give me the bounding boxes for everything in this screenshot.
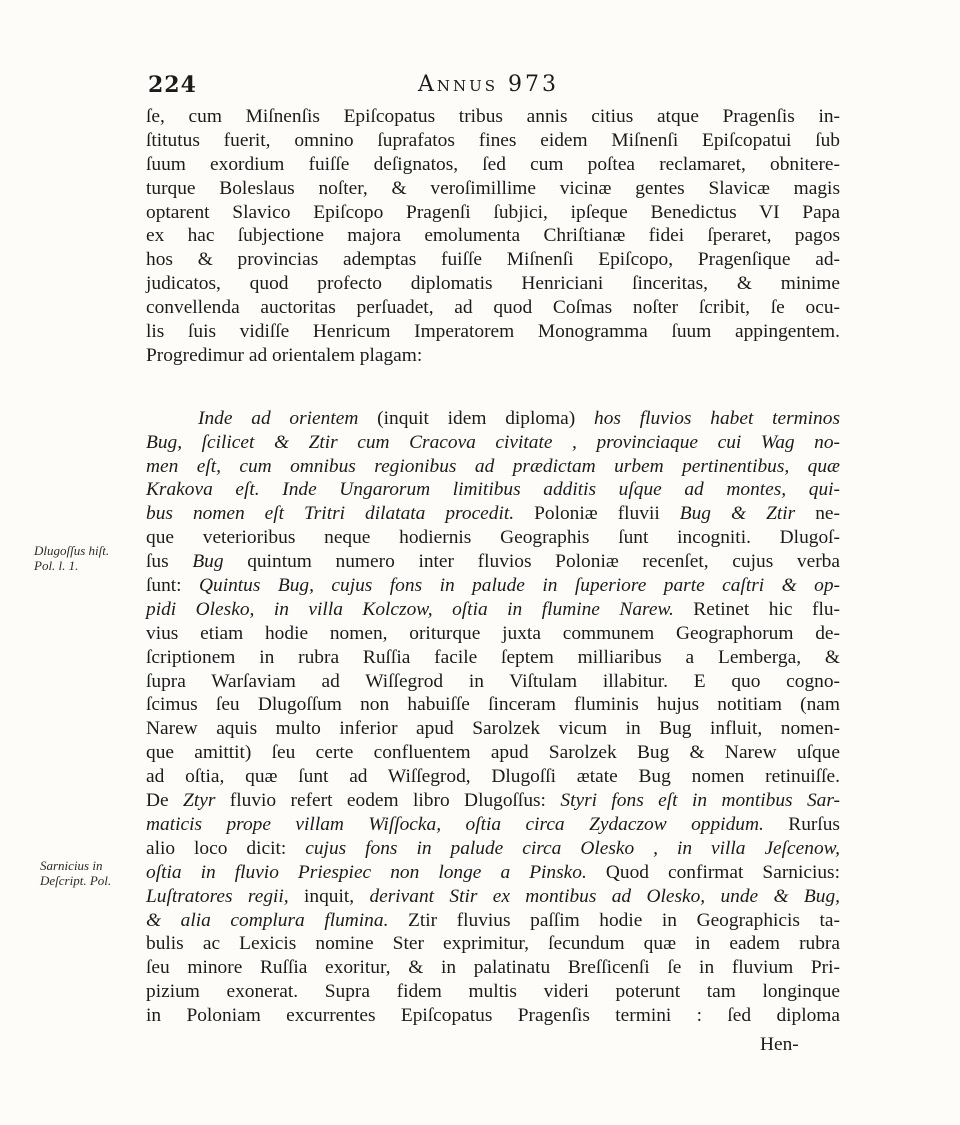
text-line [146, 455, 840, 479]
text-run: Ztir fluvius paſſim hodie in Geographicis ta- [408, 909, 840, 931]
text-run: De [146, 790, 169, 812]
text-run: ne- [815, 503, 840, 525]
page-number: 224 [148, 72, 197, 98]
quote-text: Styri fons eſt in montibus Sar- [560, 790, 840, 812]
text-line [146, 431, 840, 455]
text-run: ſus [146, 551, 169, 573]
text-line [146, 574, 840, 598]
text-line: bulis ac Lexicis nomine Ster exprimitur, ſecundum quæ in eadem rubra [146, 933, 840, 955]
text-run: Quod confirmat Sarnicius: [605, 861, 840, 883]
text-line: ex hac ſubjectione majora emolumenta Chriſtianæ fidei ſperaret, pagos [146, 225, 840, 247]
text-line [146, 885, 840, 909]
main-text [146, 105, 840, 1028]
quote-text: bus nomen eſt Tritri dilatata procedit. [146, 503, 515, 525]
text-run: ſunt: [146, 575, 182, 597]
text-line [146, 837, 840, 861]
text-line: vius etiam hodie nomen, oriturque juxta communem Geographorum de- [146, 622, 840, 644]
margin-note-dlugossus [34, 543, 109, 573]
quote-text: pidi Olesko, in villa Kolczow, oſtia in flumine Narew. [146, 598, 674, 620]
text-run: Rurſus [788, 813, 840, 835]
catchword: Hen- [760, 1034, 799, 1055]
margin-note-line: Pol. l. 1. [34, 558, 79, 573]
text-line: optarent Slavico Epiſcopo Pragenſi ſubjici, ipſeque Benedictus VI Papa [146, 201, 840, 223]
text-line [146, 550, 840, 574]
quote-text: Quintus Bug, cujus fons in palude in ſuperiore parte caſtri & op- [199, 575, 840, 597]
text-line: Narew aquis multo inferior apud Sarolzek vicum in Bug influit, nomen- [146, 718, 840, 740]
quote-text: Bug & Ztir [679, 503, 796, 525]
quote-text: men eſt, cum omnibus regionibus ad prædictam urbem pertinentibus, quæ [146, 455, 840, 477]
text-run: quintum numero inter fluvios Poloniæ recenſet, cujus verba [247, 551, 840, 573]
text-line: que amittit) ſeu certe confluentem apud Sarolzek Bug & Narew uſque [146, 742, 840, 764]
text-line: ſcriptionem in rubra Ruſſia facile ſeptem milliaribus a Lemberga, & [146, 646, 840, 668]
text-line: judicatos, quod profecto diplomatis Henriciani ſinceritas, & minime [146, 273, 840, 295]
text-line: in Poloniam excurrentes Epiſcopatus Pragenſis termini : ſed diploma [146, 1005, 840, 1027]
text-line [146, 861, 840, 885]
margin-note-sarnicius [40, 858, 111, 888]
margin-note-line: Dlugoſſus hiſt. [34, 543, 110, 558]
text-line: ſuum exordium fuiſſe deſignatos, ſed cum poſtea reclamaret, obnitere- [146, 153, 840, 175]
text-run: Retinet hic flu- [693, 598, 840, 620]
quote-text: & alia complura flumina. [146, 909, 389, 931]
text-run: inquit, [303, 885, 355, 907]
quote-text: Bug, ſcilicet & Ztir cum Cracova civitate , provinciaque cui Wag no- [146, 431, 840, 453]
quote-text: oſtia in fluvio Priespiec non longe a Pinsko. [146, 861, 587, 883]
text-line [146, 813, 840, 837]
quote-text: cujus fons in palude circa Olesko , in villa Jeſcenow, [305, 837, 840, 859]
running-head: Annus 973 [418, 72, 560, 97]
margin-note-line: Sarnicius in [40, 858, 103, 873]
quote-text: hos fluvios habet terminos [594, 407, 840, 429]
quote-text: maticis prope villam Wiſſocka, oſtia circa Zydaczow oppidum. [146, 813, 764, 835]
quote-text: Bug [192, 551, 224, 573]
text-line [146, 502, 840, 526]
text-line: turque Boleslaus noſter, & veroſimillime vicinæ gentes Slavicæ magis [146, 177, 840, 199]
text-line: ſe, cum Miſnenſis Epiſcopatus tribus annis citius atque Pragenſis in- [146, 106, 840, 127]
text-line: hos & provincias ademptas fuiſſe Miſnenſi Epiſcopo, Pragenſique ad- [146, 249, 840, 271]
text-line: ſtitutus fuerit, omnino ſuprafatos fines eidem Miſnenſi Epiſcopatui ſub [146, 129, 840, 151]
text-line: ſeu minore Ruſſia exoritur, & in palatinatu Breſſicenſi ſe in fluvium Pri- [146, 957, 840, 979]
text-line: que veterioribus neque hodiernis Geographis ſunt incogniti. Dlugoſ- [146, 527, 840, 549]
text-line: ſupra Warſaviam ad Wiſſegrod in Viſtulam illabitur. E quo cogno- [146, 670, 840, 692]
quote-text: Inde ad orientem [198, 407, 359, 429]
quote-text: derivant Stir ex montibus ad Olesko, unde & Bug, [369, 885, 840, 907]
quote-text: Ztyr [183, 790, 216, 812]
text-run: Poloniæ fluvii [534, 503, 660, 525]
margin-note-line: Deſcript. Pol. [40, 873, 112, 888]
text-line [146, 478, 840, 502]
text-run: alio loco dicit: [146, 837, 287, 859]
paragraph-gap [146, 368, 840, 407]
text-line: lis ſuis vidiſſe Henricum Imperatorem Monogramma ſuum appingentem. [146, 321, 840, 343]
text-run: (inquit idem diploma) [377, 407, 576, 429]
quote-text: Luſtratores regii, [146, 885, 289, 907]
text-run: fluvio refert eodem libro Dlugoſſus: [229, 790, 546, 812]
text-line: ſcimus ſeu Dlugoſſum non habuiſſe ſinceram fluminis hujus notitiam (nam [146, 694, 840, 716]
text-line: ad oſtia, quæ ſunt ad Wiſſegrod, Dlugoſſi ætate Bug nomen retinuiſſe. [146, 766, 840, 788]
text-line [146, 598, 840, 622]
text-line: Progredimur ad orientalem plagam: [146, 344, 423, 366]
page-header [148, 72, 848, 102]
quote-text: Krakova eſt. Inde Ungarorum limitibus additis uſque ad montes, qui- [146, 479, 840, 501]
text-line: convellenda auctoritas perſuadet, ad quod Coſmas noſter ſcribit, ſe ocu- [146, 297, 840, 319]
text-line [146, 909, 840, 933]
text-line [146, 789, 840, 813]
text-line [146, 407, 840, 431]
text-line: pizium exonerat. Supra fidem multis videri poterunt tam longinque [146, 981, 840, 1003]
